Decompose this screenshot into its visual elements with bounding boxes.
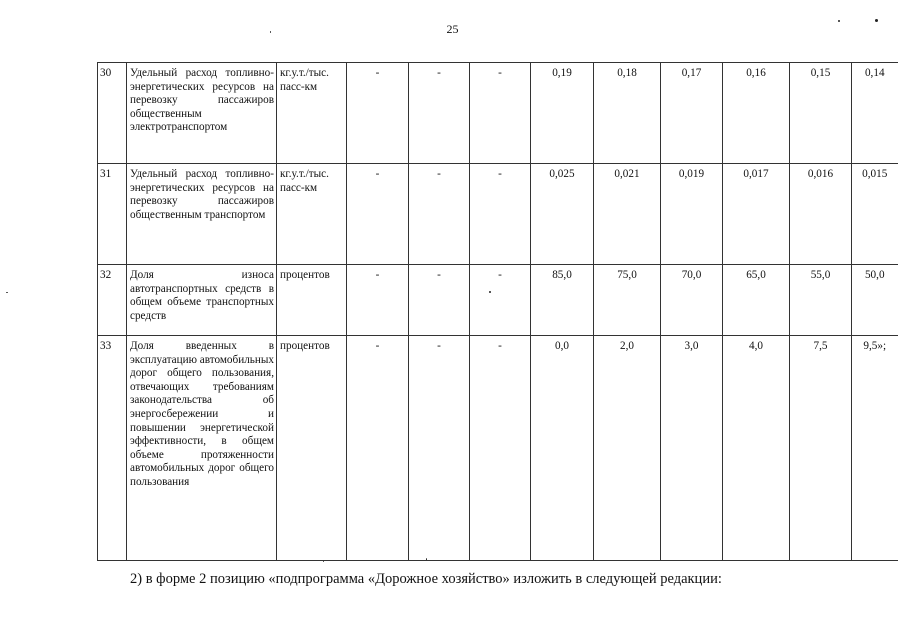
indicator-name: Удельный расход топливно-энергетических ресурсов на перевозку пассажиров общественным электротранспортом — [127, 63, 277, 164]
value-cell: 0,19 — [531, 63, 594, 164]
value-cell: 50,0 — [852, 265, 898, 336]
table-row — [98, 63, 898, 164]
row-number: 33 — [98, 336, 127, 561]
value-cell: 2,0 — [594, 336, 661, 561]
value-cell: 0,0 — [531, 336, 594, 561]
value-cell: 0,015 — [852, 164, 898, 265]
row-number: 30 — [98, 63, 127, 164]
value-cell: - — [470, 336, 531, 561]
value-cell: 9,5»; — [852, 336, 898, 561]
value-cell: 3,0 — [661, 336, 723, 561]
value-cell: 0,016 — [790, 164, 852, 265]
table-row — [98, 265, 898, 336]
page-number: 25 — [446, 22, 459, 36]
indicator-name: Удельный расход топливно-энергетических ресурсов на перевозку пассажиров общественным транспортом — [127, 164, 277, 265]
indicators-table — [97, 62, 898, 561]
value-cell: 0,18 — [594, 63, 661, 164]
value-cell: - — [470, 265, 531, 336]
value-cell: - — [409, 164, 470, 265]
value-cell: 0,017 — [723, 164, 790, 265]
value-cell: - — [347, 265, 409, 336]
value-cell: 65,0 — [723, 265, 790, 336]
value-cell: 0,17 — [661, 63, 723, 164]
value-cell: 0,14 — [852, 63, 898, 164]
value-cell: 55,0 — [790, 265, 852, 336]
value-cell: 70,0 — [661, 265, 723, 336]
unit-cell: процентов — [277, 265, 347, 336]
value-cell: 7,5 — [790, 336, 852, 561]
row-number: 32 — [98, 265, 127, 336]
table-row — [98, 164, 898, 265]
indicator-name: Доля износа автотранспортных средств в общем объеме транспортных средств — [127, 265, 277, 336]
row-number: 31 — [98, 164, 127, 265]
table-row — [98, 336, 898, 561]
value-cell: 75,0 — [594, 265, 661, 336]
unit-cell: кг.у.т./тыс. пасс-км — [277, 63, 347, 164]
value-cell: 0,15 — [790, 63, 852, 164]
unit-cell: кг.у.т./тыс. пасс-км — [277, 164, 347, 265]
table-body — [98, 63, 898, 561]
value-cell: 0,019 — [661, 164, 723, 265]
value-cell: 0,16 — [723, 63, 790, 164]
value-cell: - — [347, 336, 409, 561]
value-cell: 0,021 — [594, 164, 661, 265]
value-cell: - — [409, 63, 470, 164]
value-cell: - — [347, 164, 409, 265]
value-cell: - — [470, 63, 531, 164]
footer-text: 2) в форме 2 позицию «подпрограмма «Дорожное хозяйство» изложить в следующей редакции: — [130, 571, 722, 587]
value-cell: - — [409, 265, 470, 336]
value-cell: 85,0 — [531, 265, 594, 336]
value-cell: 0,025 — [531, 164, 594, 265]
value-cell: - — [409, 336, 470, 561]
value-cell: - — [470, 164, 531, 265]
value-cell: 4,0 — [723, 336, 790, 561]
value-cell: - — [347, 63, 409, 164]
indicator-name: Доля введенных в эксплуатацию автомобильных дорог общего пользования, отвечающих требованиям законодательства об энергосбережении и повышении энергетической эффективности, в общем объеме протяженности автомобильных дорог общего пользования — [127, 336, 277, 561]
unit-cell: процентов — [277, 336, 347, 561]
